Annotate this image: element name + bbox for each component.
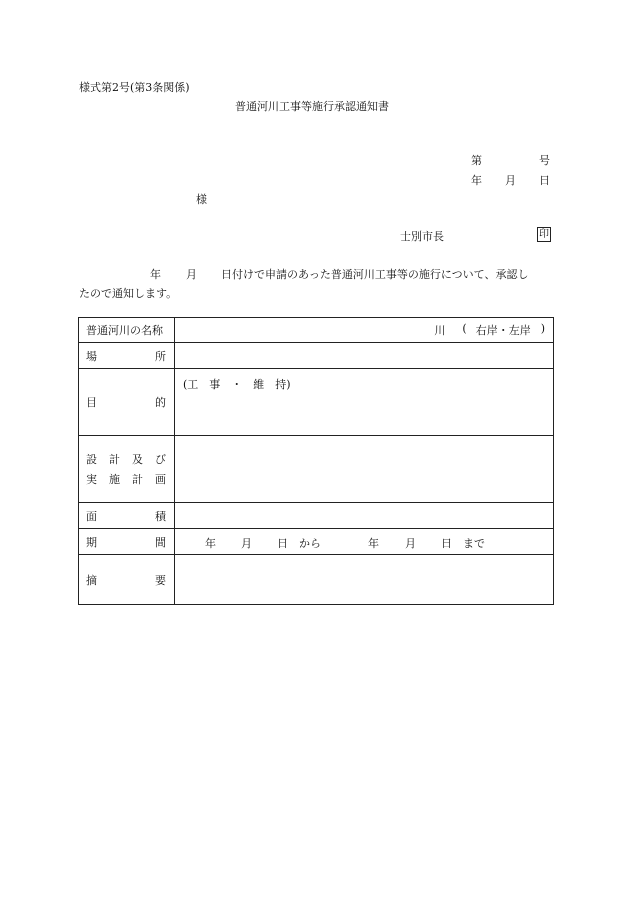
- table-row-design: [79, 436, 554, 503]
- table-row-period: [79, 529, 554, 555]
- river-name-value: [175, 318, 554, 343]
- body-year: 年: [150, 268, 161, 281]
- application-table: [78, 317, 554, 605]
- body-month: 月: [186, 268, 197, 281]
- table-row-location: [79, 343, 554, 369]
- issue-date-year: 年: [471, 174, 482, 187]
- period-label-char-2: 間: [155, 535, 166, 549]
- document-number-suffix: 号: [539, 154, 550, 167]
- period-value: [175, 529, 554, 555]
- document-title: 普通河川工事等施行承認通知書: [235, 100, 389, 113]
- area-value: [175, 503, 554, 529]
- location-value: [175, 343, 554, 369]
- purpose-label: [79, 369, 175, 436]
- period-start-month: 月: [241, 537, 252, 550]
- area-label: [79, 503, 175, 529]
- design-label-char-5: 実: [86, 473, 97, 486]
- issue-date-month: 月: [505, 174, 516, 187]
- river-name-label: 普通河川の名称: [79, 318, 175, 343]
- period-row: [183, 535, 545, 548]
- design-label-char-6: 施: [109, 473, 120, 486]
- document-number-prefix: 第: [471, 154, 482, 167]
- document-number: [471, 152, 550, 168]
- purpose-value: [175, 369, 554, 436]
- table-row-river-name: [79, 318, 554, 343]
- location-label: [79, 343, 175, 369]
- bank-close-paren: ): [540, 322, 545, 335]
- body-line-2: たので通知します。: [79, 287, 178, 300]
- seal-mark: [537, 227, 551, 242]
- issue-date: [471, 172, 550, 188]
- area-label-char-1: 面: [86, 509, 97, 523]
- bank-open-paren: (: [462, 322, 467, 335]
- issuer-name: 士別市長: [400, 230, 444, 243]
- summary-value: [175, 555, 554, 605]
- period-end-day: 日: [441, 537, 452, 550]
- addressee-suffix: 様: [196, 193, 207, 206]
- form-number: 様式第2号(第3条関係): [79, 81, 190, 94]
- design-value: [175, 436, 554, 503]
- purpose-label-char-1: 目: [86, 396, 97, 409]
- period-until: まで: [463, 537, 485, 550]
- issue-date-day: 日: [539, 174, 550, 187]
- body-line-1-text: 日付けで申請のあった普通河川工事等の施行について、承認し: [221, 268, 529, 281]
- period-label-char-1: 期: [86, 535, 97, 549]
- bank-options: 右岸・左岸: [475, 324, 531, 337]
- design-label: [79, 436, 175, 503]
- design-label-char-3: 及: [132, 453, 143, 466]
- river-suffix: 川: [434, 324, 446, 337]
- summary-label-char-1: 摘: [86, 573, 97, 587]
- table-row-area: [79, 503, 554, 529]
- period-start-year: 年: [205, 537, 216, 550]
- design-label-char-2: 計: [109, 453, 120, 466]
- summary-label: [79, 555, 175, 605]
- location-label-char-1: 場: [86, 349, 97, 363]
- design-label-char-8: 画: [155, 473, 166, 486]
- period-from: から: [299, 537, 321, 550]
- location-label-char-2: 所: [155, 349, 166, 363]
- table-row-summary: [79, 555, 554, 605]
- design-label-char-1: 設: [86, 453, 97, 466]
- area-label-char-2: 積: [155, 509, 166, 523]
- purpose-work-maintenance: (工 事 ・ 維 持): [183, 378, 291, 391]
- period-start-day: 日: [277, 537, 288, 550]
- purpose-label-char-2: 的: [155, 396, 166, 409]
- summary-label-char-2: 要: [155, 573, 166, 587]
- period-end-month: 月: [405, 537, 416, 550]
- design-label-char-7: 計: [132, 473, 143, 486]
- period-end-year: 年: [368, 537, 379, 550]
- seal-stamp: 印: [539, 229, 549, 240]
- table-row-purpose: [79, 369, 554, 436]
- period-label: [79, 529, 175, 555]
- design-label-char-4: び: [155, 453, 166, 466]
